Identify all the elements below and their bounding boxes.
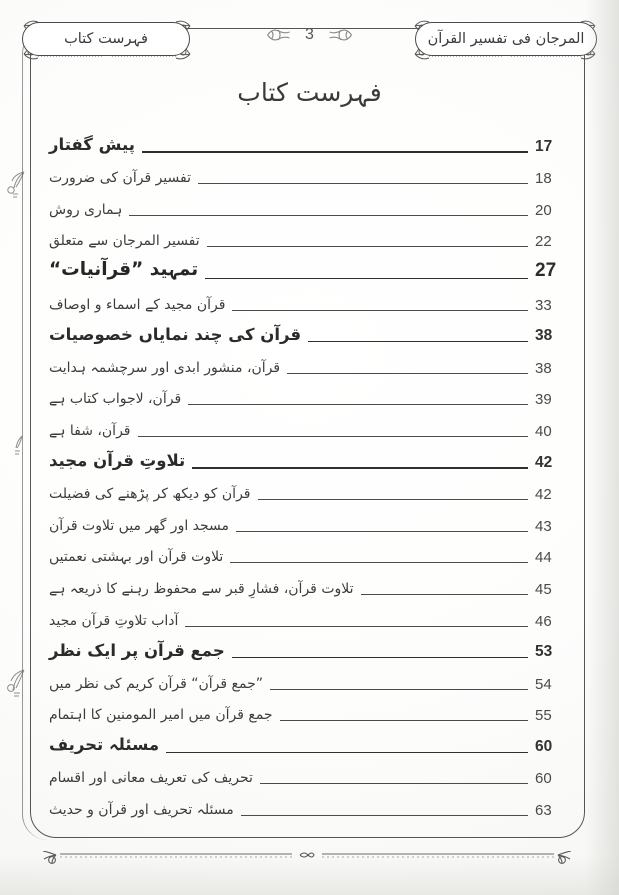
toc-leader-line: [236, 531, 528, 532]
toc-entry-title: آداب تلاوتِ قرآن مجید: [49, 612, 179, 629]
toc-entry-page-number: 27: [535, 259, 557, 281]
toc-entry-title: تمہید ”قرآنیات“: [49, 259, 199, 281]
toc-entry-page-number: 46: [535, 612, 552, 630]
toc-leader-line: [138, 436, 529, 437]
toc-entry-title: قرآن، شفا ہے: [49, 422, 131, 439]
toc-entry[interactable]: [44, 632, 571, 664]
toc-leader-line: [270, 689, 528, 690]
toc-entry-page-number: 44: [535, 549, 552, 567]
toc-entry-title: قرآن، منشور ابدی اور سرچشمہ ہدایت: [49, 359, 281, 376]
toc-entry-page-number: 18: [535, 170, 552, 188]
page-title: فہرست کتاب: [237, 78, 382, 107]
toc-entry[interactable]: [44, 726, 571, 758]
toc-entry[interactable]: [44, 347, 571, 379]
header-section-cartouche: [22, 22, 190, 56]
toc-leader-line: [232, 657, 528, 658]
toc-leader-line: [280, 720, 528, 721]
toc-leader-line: [258, 499, 529, 500]
toc-entry-title: تفسیر قرآن کی ضرورت: [49, 170, 192, 187]
toc-entry[interactable]: [44, 316, 571, 348]
toc-entry-title: قرآن، لاجواب کتاب ہے: [49, 391, 182, 408]
page-number: 3: [305, 26, 314, 43]
toc-entry-title: تلاوت قرآن اور بہشتی نعمتیں: [49, 549, 224, 566]
toc-entry[interactable]: [44, 695, 571, 727]
toc-entry[interactable]: [44, 789, 571, 821]
toc-entry-title: مسجد اور گھر میں تلاوت قرآن: [49, 517, 230, 534]
toc-leader-line: [260, 783, 528, 784]
header-section-title: فہرست کتاب: [64, 31, 148, 47]
floral-ornament-icon: [265, 26, 291, 44]
toc-entry-title: تلاوت قرآن، فشارِ قبر سے محفوظ رہنے کا ذریعہ ہے: [49, 580, 354, 597]
toc-entry[interactable]: [44, 252, 571, 284]
toc-entry-page-number: 39: [535, 391, 552, 409]
toc-entry[interactable]: [44, 442, 571, 474]
toc-entry[interactable]: [44, 758, 571, 790]
toc-leader-line: [205, 278, 528, 279]
toc-leader-line: [185, 626, 528, 627]
toc-entry-page-number: 22: [535, 233, 552, 251]
toc-entry-title: تحریف کی تعریف معانی اور اقسام: [49, 770, 253, 787]
toc-entry-page-number: 53: [535, 643, 553, 661]
toc-leader-line: [232, 310, 528, 311]
toc-entry-title: جمع قرآن میں امیر المومنین کا اہتمام: [49, 707, 273, 724]
toc-entry-page-number: 55: [535, 707, 552, 725]
toc-entry-page-number: 42: [535, 486, 552, 504]
toc-entry-title: تلاوتِ قرآن مجید: [49, 451, 186, 471]
toc-entry[interactable]: [44, 158, 571, 190]
bottom-ornamental-border-icon: [42, 851, 572, 865]
toc-leader-line: [230, 562, 528, 563]
toc-leader-line: [241, 815, 528, 816]
toc-entry-page-number: 42: [535, 453, 553, 471]
toc-entry-page-number: 38: [535, 327, 553, 345]
toc-entry-page-number: 43: [535, 517, 552, 535]
toc-leader-line: [142, 151, 528, 152]
toc-entry-page-number: 40: [535, 422, 552, 440]
toc-entry[interactable]: [44, 505, 571, 537]
toc-entry[interactable]: [44, 410, 571, 442]
toc-entry[interactable]: [44, 600, 571, 632]
toc-leader-line: [361, 594, 528, 595]
toc-entry-page-number: 45: [535, 580, 552, 598]
toc-entry-page-number: 33: [535, 296, 552, 314]
toc-entry-title: قرآن کی چند نمایاں خصوصیات: [49, 324, 302, 344]
toc-leader-line: [188, 404, 528, 405]
toc-entry[interactable]: [44, 126, 571, 158]
table-of-contents: [44, 126, 571, 821]
toc-entry-title: مسئلہ تحریف: [49, 735, 160, 755]
toc-entry-page-number: 17: [535, 137, 553, 155]
header-book-title-cartouche: [415, 22, 597, 56]
toc-entry-title: ”جمع قرآن“ قرآن کریم کی نظر میں: [49, 675, 264, 692]
toc-entry-title: پیش گفتار: [49, 135, 135, 155]
toc-leader-line: [308, 341, 528, 342]
page-number-block: [265, 26, 354, 44]
toc-leader-line: [207, 246, 528, 247]
toc-entry-page-number: 54: [535, 675, 552, 693]
toc-entry[interactable]: [44, 474, 571, 506]
toc-entry-title: جمع قرآن پر ایک نظر: [49, 640, 225, 660]
toc-entry-page-number: 60: [535, 737, 553, 755]
toc-leader-line: [166, 752, 528, 753]
toc-entry[interactable]: [44, 663, 571, 695]
toc-entry[interactable]: [44, 284, 571, 316]
toc-leader-line: [129, 215, 528, 216]
toc-entry[interactable]: [44, 189, 571, 221]
toc-entry[interactable]: [44, 379, 571, 411]
toc-entry-page-number: 38: [535, 359, 552, 377]
toc-entry-page-number: 20: [535, 201, 552, 219]
toc-entry-page-number: 63: [535, 802, 552, 820]
header-book-title: المرجان فی تفسیر القرآن: [427, 31, 585, 47]
toc-leader-line: [287, 373, 528, 374]
toc-entry[interactable]: [44, 537, 571, 569]
toc-leader-line: [192, 467, 528, 468]
floral-ornament-icon: [328, 26, 354, 44]
toc-entry-title: تفسیر المرجان سے متعلق: [49, 233, 200, 250]
toc-entry-page-number: 60: [535, 770, 552, 788]
toc-entry[interactable]: [44, 221, 571, 253]
toc-leader-line: [198, 183, 528, 184]
toc-entry-title: قرآن کو دیکھ کر پڑھنے کی فضیلت: [49, 486, 251, 503]
toc-entry-title: مسئلہ تحریف اور قرآن و حدیث: [49, 802, 234, 819]
toc-entry-title: قرآن مجید کے اسماء و اوصاف: [49, 296, 226, 313]
toc-entry[interactable]: [44, 568, 571, 600]
toc-entry-title: ہماری روش: [49, 201, 123, 218]
